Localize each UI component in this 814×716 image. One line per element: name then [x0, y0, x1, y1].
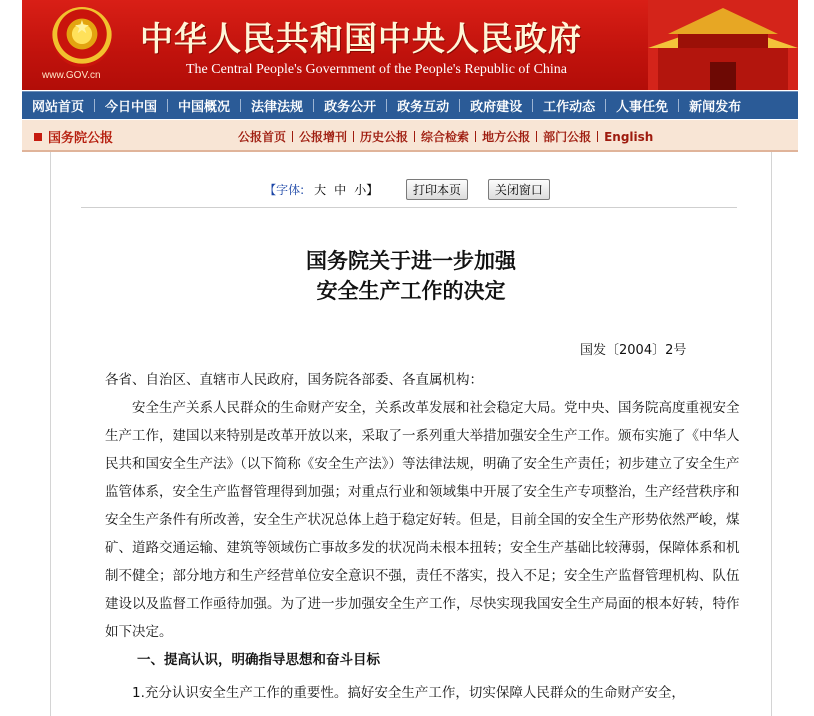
nav-appointments[interactable]: 人事任免: [616, 100, 669, 115]
nav-work-news[interactable]: 工作动态: [543, 100, 596, 115]
font-large-link[interactable]: 大: [314, 183, 327, 197]
nav-home[interactable]: 网站首页: [32, 100, 85, 115]
gazette-links: [232, 128, 659, 145]
font-size-control: [264, 181, 382, 198]
national-emblem-icon: ★: [52, 7, 112, 67]
font-medium-link[interactable]: 中: [334, 183, 347, 197]
site-title-en: The Central People's Government of the People's Republic of China: [186, 62, 568, 77]
gazette-link-search[interactable]: 综合检索: [421, 130, 470, 144]
document-number: 国发〔2004〕2号: [580, 343, 687, 358]
site-header-banner: [22, 0, 798, 90]
document-title: [51, 246, 771, 306]
site-url: www.GOV.cn: [42, 70, 101, 81]
document-title-line2: 安全生产工作的决定: [316, 279, 506, 303]
article-toolbar: [51, 179, 771, 200]
nav-today-china[interactable]: 今日中国: [105, 100, 158, 115]
nav-laws[interactable]: 法律法规: [251, 100, 304, 115]
tiananmen-gate-icon: [648, 0, 798, 90]
gazette-link-english[interactable]: English: [604, 129, 654, 144]
gazette-section-title[interactable]: [34, 127, 113, 146]
page: [22, 0, 798, 716]
nav-interaction[interactable]: 政务互动: [397, 100, 450, 115]
nav-government-affairs[interactable]: 政务公开: [324, 100, 377, 115]
square-bullet-icon: [34, 133, 42, 141]
print-button[interactable]: 打印本页: [406, 179, 468, 200]
gazette-navigation: [22, 120, 798, 152]
addressee: 各省、自治区、直辖市人民政府，国务院各部委、各直属机构：: [105, 372, 483, 388]
font-small-link[interactable]: 小】: [354, 183, 379, 197]
section-heading: 一、提高认识，明确指导思想和奋斗目标: [137, 652, 380, 668]
gazette-link-history[interactable]: 历史公报: [360, 130, 409, 144]
gazette-link-home[interactable]: 公报首页: [238, 130, 287, 144]
gazette-link-supplement[interactable]: 公报增刊: [299, 130, 348, 144]
font-size-label: 【字体:: [264, 183, 305, 197]
gazette-link-local[interactable]: 地方公报: [482, 130, 531, 144]
main-navigation: [22, 91, 798, 119]
article-content: [50, 152, 772, 716]
nav-press-release[interactable]: 新闻发布: [689, 100, 742, 115]
nav-china-overview[interactable]: 中国概况: [178, 100, 231, 115]
gazette-section-label: 国务院公报: [48, 131, 114, 146]
numbered-item: 1.充分认识安全生产工作的重要性。搞好安全生产工作，切实保障人民群众的生命财产安全，: [132, 685, 685, 701]
site-title-cn: 中华人民共和国中央人民政府: [140, 19, 582, 58]
nav-government-building[interactable]: 政府建设: [470, 100, 523, 115]
close-window-button[interactable]: 关闭窗口: [488, 179, 550, 200]
divider-line: [81, 207, 737, 208]
gazette-link-department[interactable]: 部门公报: [543, 130, 592, 144]
document-title-line1: 国务院关于进一步加强: [306, 249, 516, 273]
body-paragraph: 安全生产关系人民群众的生命财产安全，关系改革发展和社会稳定大局。党中央、国务院高度重视安全生产工作，建国以来特别是改革开放以来，采取了一系列重大举措加强安全生产工作。颁布实施了《中华人民共和国安全生产法》（以下简称《安全生产法》）等法律法规，明确了安全生产责任；初步建立了安全生产监管体系，安全生产监督管理得到加强；对重点行业和领域集中开展了安全生产专项整治，生产经营秩序和安全生产条件有所改善，安全生产状况总体上趋于稳定好转。但是，目前全国的安全生产形势依然严峻，煤矿、道路交通运输、建筑等领域伤亡事故多发的状况尚未根本扭转；安全生产基础比较薄弱，保障体系和机制不健全；部分地方和生产经营单位安全意识不强，责任不落实，投入不足；安全生产监督管理机构、队伍建设以及监督工作亟待加强。为了进一步加强安全生产工作，尽快实现我国安全生产局面的根本好转，特作如下决定。: [105, 400, 740, 640]
